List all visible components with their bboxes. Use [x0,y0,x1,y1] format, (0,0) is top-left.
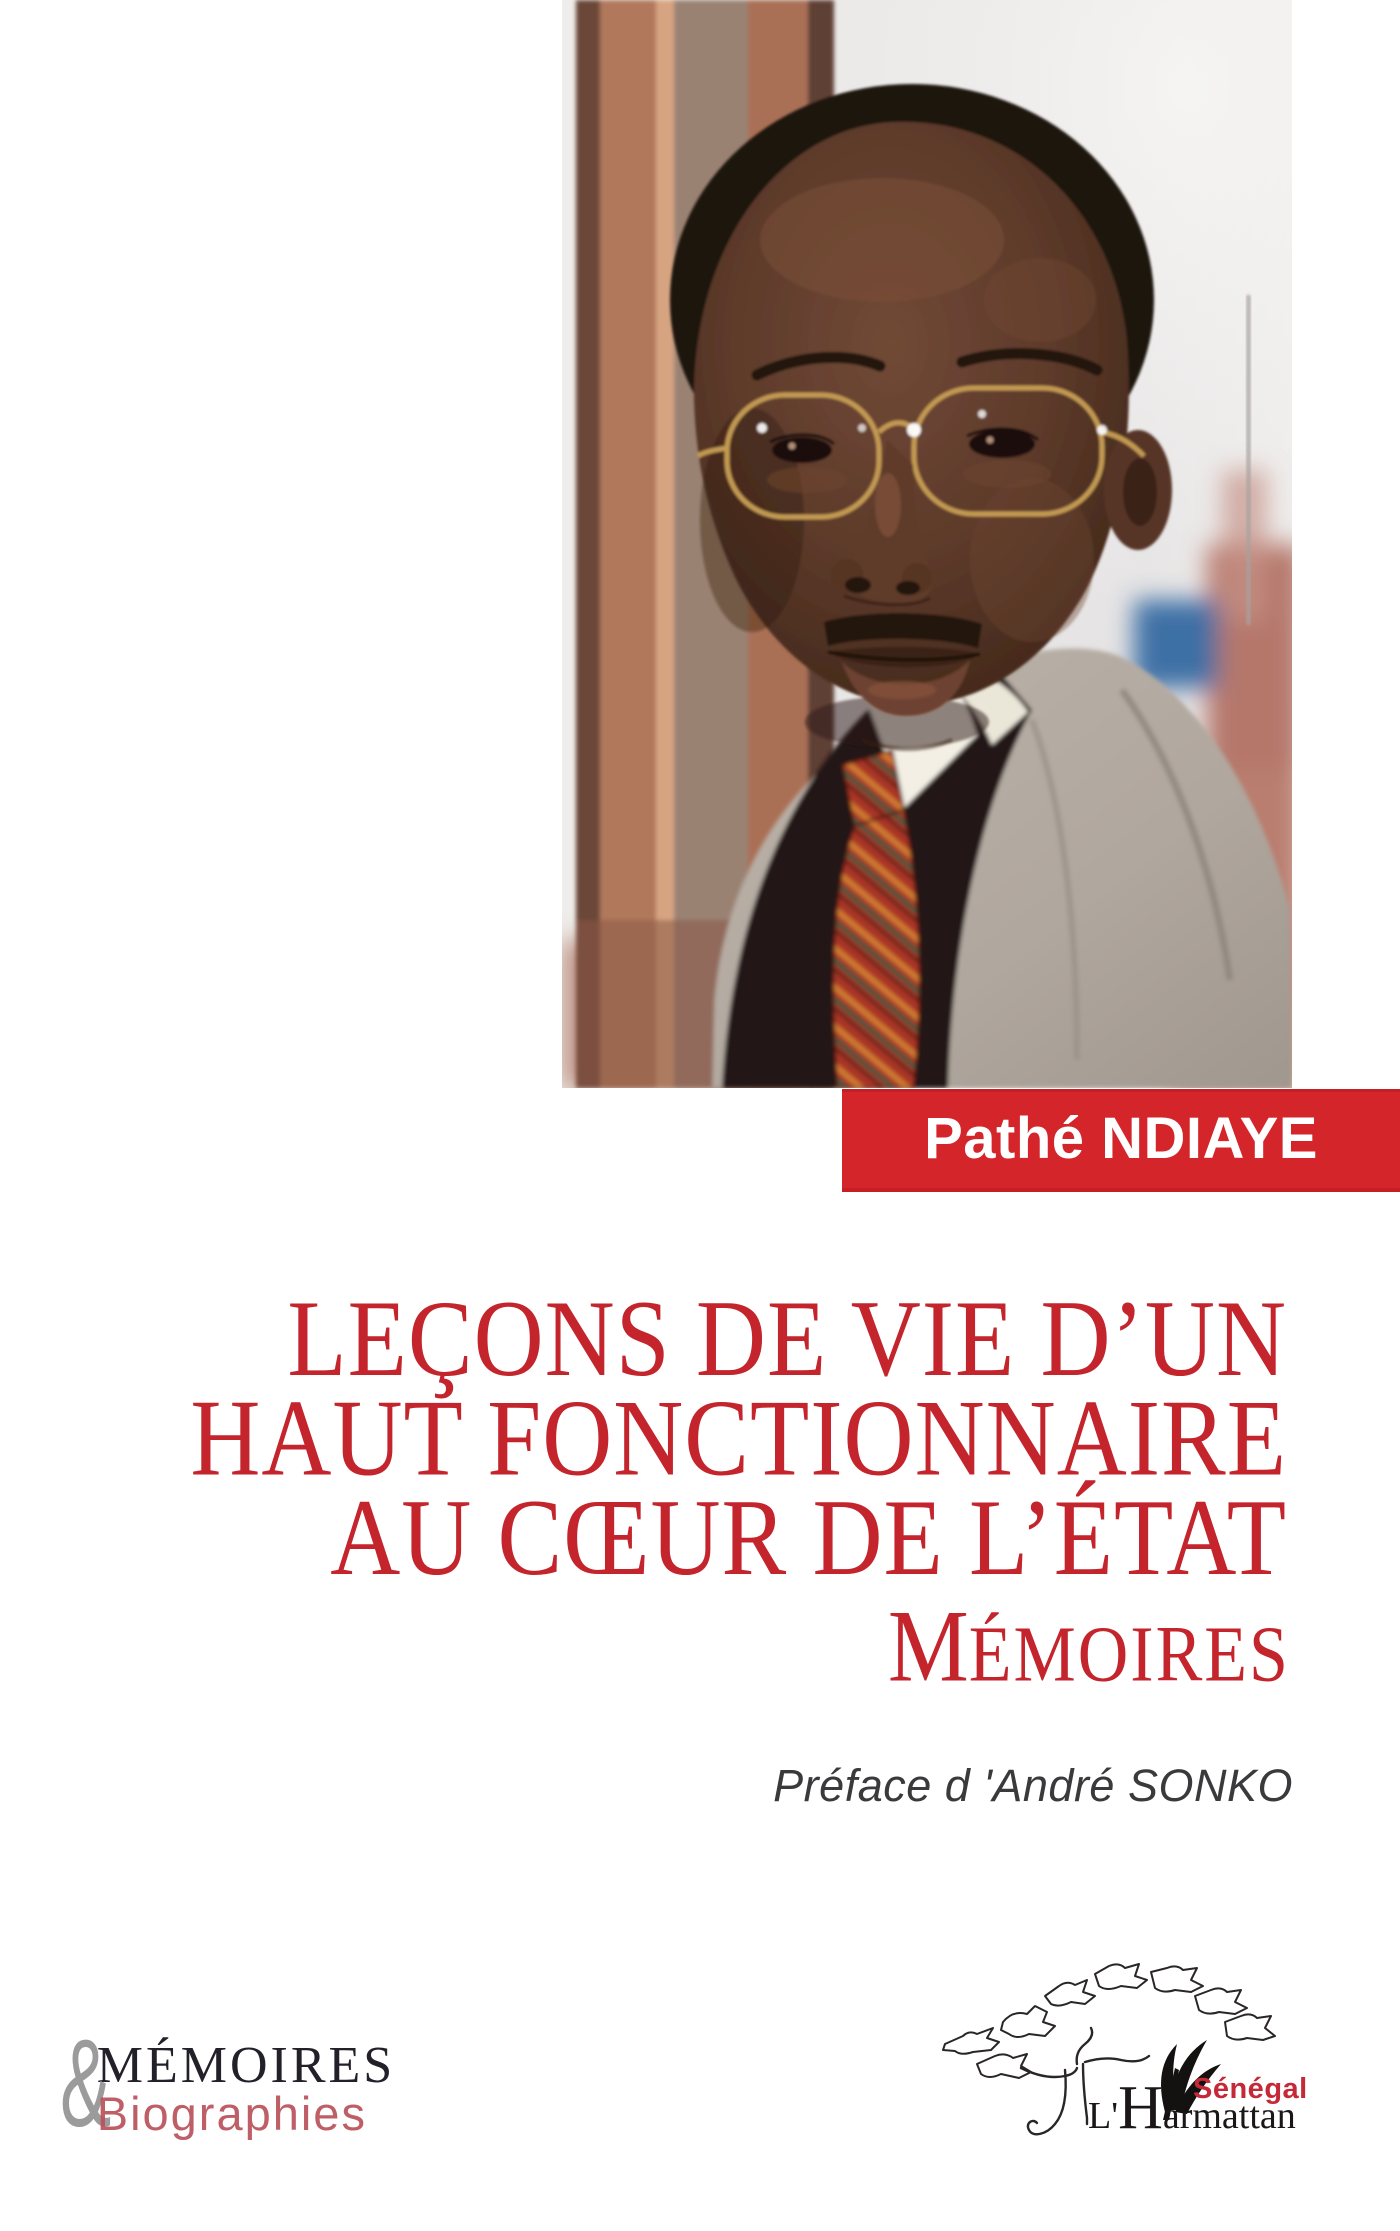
publisher-l: L' [1088,2095,1119,2137]
baobab-tree-icon [943,1964,1275,2078]
book-subtitle [888,1588,1290,1706]
publisher-h: H [1118,2074,1163,2142]
author-photo-illustration [562,0,1292,1088]
ampersand-glyph: & [60,2015,112,2153]
publisher-rest: armattan [1162,2095,1296,2137]
collection-biographies-label: Biographies [96,2087,367,2140]
collection-lines [96,2037,396,2140]
title-line-1: LEÇONS DE VIE D’UN [287,1277,1287,1399]
author-banner [842,1089,1400,1192]
author-photo [562,0,1292,1088]
collection-memoires-label: MÉMOIRES [96,2037,396,2094]
background-pole [1246,295,1251,625]
subtitle-initial: M [887,1589,969,1704]
book-title [190,1277,1287,1598]
title-line-3: AU CŒUR DE L’ÉTAT [330,1476,1287,1598]
author-name: Pathé NDIAYE [924,1106,1318,1171]
collection-logo [60,2015,396,2153]
preface-credit: Préface d 'André SONKO [773,1760,1293,1811]
publisher-region: Sénégal [1193,2073,1308,2105]
title-line-2: HAUT FONCTIONNAIRE [190,1377,1287,1499]
publisher-logo [925,1952,1335,2152]
subtitle-rest: ÉMOIRES [968,1611,1290,1699]
